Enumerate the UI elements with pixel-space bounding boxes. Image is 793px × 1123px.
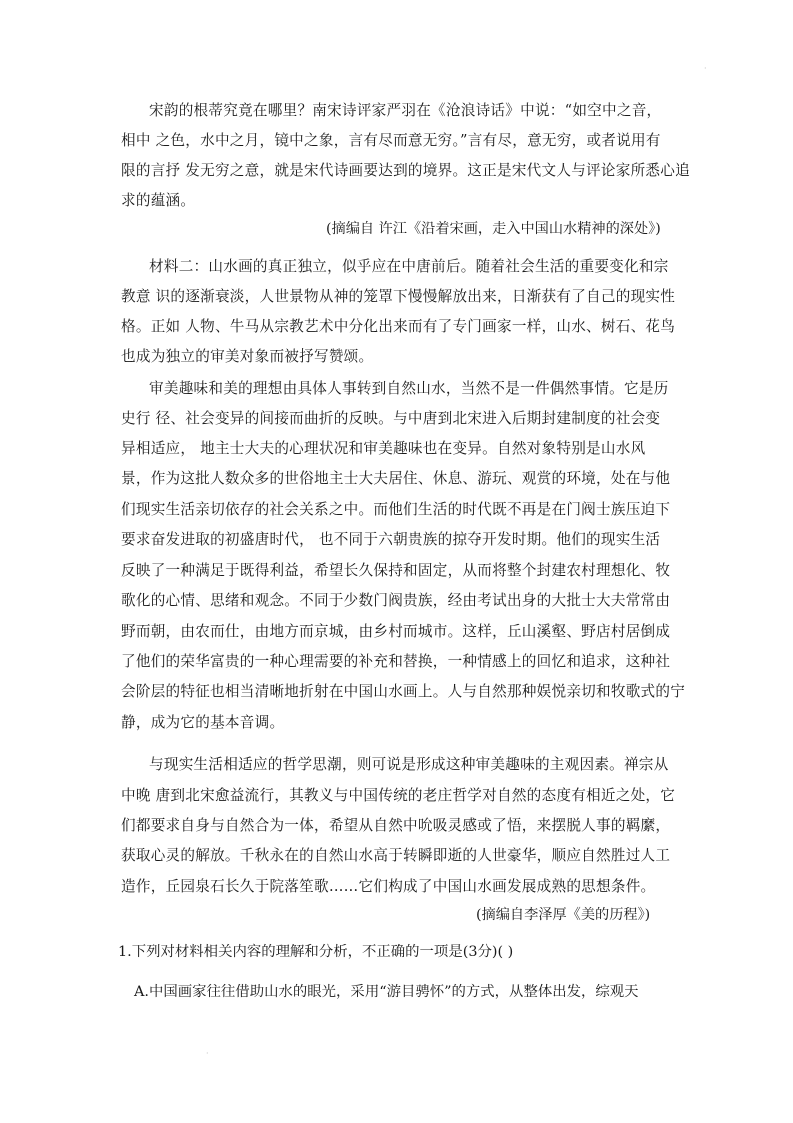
question-option-a: A.中国画家往往借助山水的眼光，采用“游目骋怀”的方式，从整体出发，综观天 [134,984,639,1000]
text-line: 材料二：山水画的真正独立，似乎应在中唐前后。随着社会生活的重要变化和宗 [149,258,669,275]
text-line: 获取心灵的解放。千秋永在的自然山水高于转瞬即逝的人世豪华，顺应自然胜过人工 [121,847,671,864]
question-stem: 1.下列对材料相关内容的理解和分析，不正确的一项是(3分)( ) [118,944,514,960]
text-line: 中晚 唐到北宋愈益流行，其教义与中国传统的老庄哲学对自然的态度有相近之处，它 [121,787,676,804]
source-citation: (摘编自李泽厚《美的历程》) [476,907,651,923]
text-line: 相中 之色，水中之月，镜中之象，言有尽而意无穷。”言有尽，意无穷，或者说用有 [121,132,661,149]
text-line: 异相适应， 地主士大夫的心理状况和审美趣味也在变异。自然对象特别是山水风 [121,440,646,457]
text-line: 与现实生活相适应的哲学思潮，则可说是形成这种审美趣味的主观因素。禅宗从 [149,756,669,773]
text-line: 景，作为这批人数众多的世俗地主士大夫居住、休息、游玩、观赏的环境，处在与他 [121,470,671,487]
text-line: 格。正如 人物、牛马从宗教艺术中分化出来而有了专门画家一样，山水、树石、花鸟 [121,318,676,335]
source-citation: (摘编自 许江《沿着宋画，走入中国山水精神的深处》) [326,221,661,237]
text-line: 要求奋发进取的初盛唐时代， 也不同于六朝贵族的掠夺开发时期。他们的现实生活 [121,531,661,548]
text-line: 审美趣味和美的理想由具体人事转到自然山水，当然不是一件偶然事情。它是历 [149,380,669,397]
text-line: 了他们的荣华富贵的一种心理需要的补充和替换，一种情感上的回忆和追求，这种社 [121,653,671,670]
text-line: 反映了一种满足于既得利益，希望长久保持和固定，从而将整个封建农村理想化、牧 [121,562,671,579]
text-line: 史行 径、社会变异的间接而曲折的反映。与中唐到北宋进入后期封建制度的社会变 [121,410,661,427]
text-line: 们现实生活亲切依存的社会关系之中。而他们生活的时代既不再是在门阀士族压迫下 [121,501,671,518]
scan-speck: · [206,1049,209,1058]
text-line: 歌化的心情、思绪和观念。不同于少数门阀贵族，经由考试出身的大批士大夫常常由 [121,592,671,609]
text-line: 造作，丘园泉石长久于院落笙歌……它们构成了中国山水画发展成熟的思想条件。 [121,878,656,895]
text-line: 会阶层的特征也相当清晰地折射在中国山水画上。人与自然那种娱悦亲切和牧歌式的宁 [121,683,686,700]
text-line: 教意 识的逐渐衰淡，人世景物从神的笼罩下慢慢解放出来，日渐获有了自己的现实性 [121,288,676,305]
text-line: 们都要求自身与自然合为一体，希望从自然中吮吸灵感或了悟，来摆脱人事的羁縻， [121,817,671,834]
scan-speck: · [704,64,707,73]
text-line: 求的蕴涵。 [121,192,196,209]
text-line: 限的言抒 发无穷之意，就是宋代诗画要达到的境界。这正是宋代文人与评论家所悉心追 [121,162,690,179]
text-line: 宋韵的根蒂究竟在哪里？南宋诗评家严羽在《沧浪诗话》中说：“如空中之音， [149,102,662,119]
text-line: 也成为独立的审美对象而被抒写赞颂。 [121,348,374,365]
text-line: 静，成为它的基本音调。 [121,714,285,731]
text-line: 野而朝，由农而仕，由地方而京城，由乡村而城市。这样，丘山溪壑、野店村居倒成 [121,623,671,640]
